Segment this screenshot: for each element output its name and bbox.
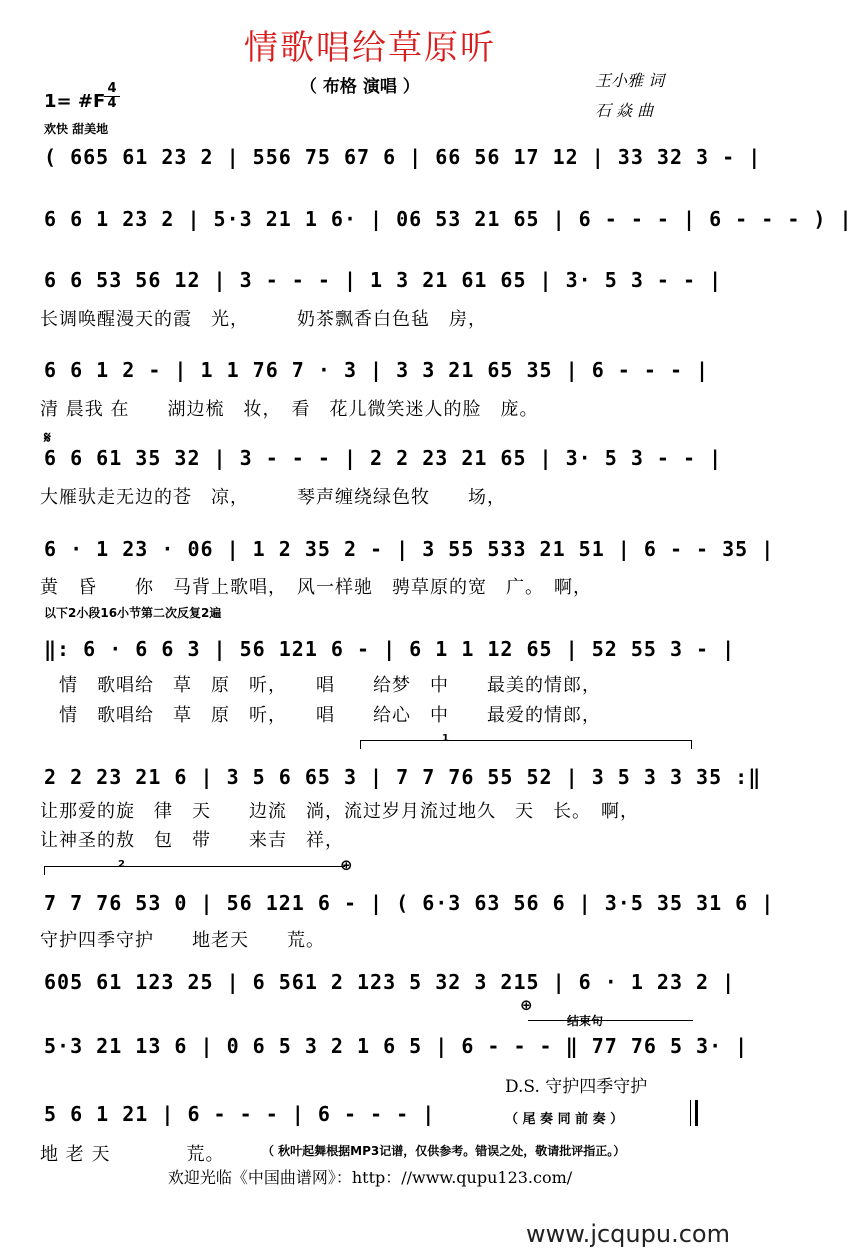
score-line-1: ( 665 61 23 2 | 556 75 67 6 | 66 56 17 12 | 33 32 3 - | — [44, 145, 762, 169]
composer-credit: 石 焱 曲 — [595, 101, 654, 120]
time-signature — [104, 82, 120, 111]
lyric-line-9: 守护四季守护 地老天 荒。 — [40, 930, 325, 951]
score-line-11: 5·3 21 13 6 | 0 6 5 3 2 1 6 5 | 6 - - - ‖ 77 76 5 3· | — [44, 1034, 749, 1058]
volta-number-2: 2 — [118, 859, 125, 870]
ending-bracket — [528, 1020, 693, 1029]
repeat-note: 以下2小段16小节第二次反复2遍 — [44, 606, 222, 620]
site-welcome: 欢迎光临《中国曲谱网》：http：//www.qupu123.com/ — [167, 1168, 573, 1187]
score-line-4: 6 6 1 2 - | 1 1 76 7 · 3 | 3 3 21 65 35 | 6 - - - | — [44, 358, 710, 382]
lyric-line-7b: 情 歌唱给 草 原 听， 唱 给心 中 最爱的情郎， — [40, 705, 601, 726]
score-line-8: 2 2 23 21 6 | 3 5 6 65 3 | 7 7 76 55 52 | 3 5 3 3 35 :‖ — [44, 765, 762, 789]
lyric-line-3: 长调唤醒漫天的霞 光， 奶茶飘香白色毡 房， — [40, 309, 487, 330]
song-title: 情歌唱给草原听 — [244, 28, 496, 68]
watermark: www.jcqupu.com — [526, 1220, 730, 1248]
ending-label: 结束句 — [567, 1014, 604, 1028]
transcriber-remark: （ 秋叶起舞根据MP3记谱，仅供参考。错误之处，敬请批评指正。） — [262, 1144, 626, 1158]
lyric-line-4: 清 晨我 在 湖边梳 妆， 看 花儿微笑迷人的脸 庞。 — [40, 399, 539, 420]
lyric-line-8a: 让那爱的旋 律 天 边流 淌，流过岁月流过地久 天 长。 啊， — [40, 801, 639, 822]
score-line-10: 605 61 123 25 | 6 561 2 123 5 32 3 215 | 6 · 1 23 2 | — [44, 970, 736, 994]
score-line-2: 6 6 1 23 2 | 5·3 21 1 6· | 06 53 21 65 | 6 - - - | 6 - - - ) | — [44, 207, 853, 231]
key-signature: 1= #F — [44, 91, 106, 112]
lyric-line-12: 地 老 天 荒。 — [40, 1144, 225, 1165]
lyric-line-5: 大雁驮走无边的苍 凉， 琴声缠绕绿色牧 场， — [40, 487, 506, 508]
score-line-6: 6 · 1 23 · 06 | 1 2 35 2 - | 3 55 533 21 51 | 6 - - 35 | — [44, 537, 775, 561]
coda-sign: ⊕ — [340, 856, 353, 874]
score-line-7: ‖: 6 · 6 6 3 | 56 121 6 - | 6 1 1 12 65 | 52 55 3 - | — [44, 637, 736, 661]
coda-sign-2: ⊕ — [520, 996, 533, 1014]
meter-top: 4 — [107, 81, 117, 96]
segno-sign: 𝄋 — [44, 428, 51, 447]
score-line-5: 6 6 61 35 32 | 3 - - - | 2 2 23 21 65 | 3· 5 3 - - | — [44, 446, 723, 470]
final-barline — [690, 1100, 698, 1126]
volta-number-1: 1 — [442, 733, 449, 744]
score-line-3: 6 6 53 56 12 | 3 - - - | 1 3 21 61 65 | 3· 5 3 - - | — [44, 268, 723, 292]
tempo-marking: 欢快 甜美地 — [44, 122, 109, 136]
ds-lyric: D.S. 守护四季守护 — [505, 1077, 648, 1097]
lyric-line-6: 黄 昏 你 马背上歌唱， 风一样驰 骋草原的宽 广。 啊， — [40, 577, 592, 598]
volta-bracket-2 — [44, 866, 345, 875]
lyricist-credit: 王小雅 词 — [595, 71, 665, 90]
score-line-12: 5 6 1 21 | 6 - - - | 6 - - - | — [44, 1102, 436, 1126]
lyric-line-8b: 让神圣的敖 包 带 来吉 祥， — [40, 830, 344, 851]
meter-bottom: 4 — [104, 96, 120, 111]
score-line-9: 7 7 76 53 0 | 56 121 6 - | ( 6·3 63 56 6 | 3·5 35 31 6 | — [44, 891, 775, 915]
outro-note: （ 尾 奏 同 前 奏 ） — [505, 1112, 624, 1127]
singer-credit: （ 布格 演唱 ） — [300, 77, 420, 97]
volta-bracket-1 — [360, 740, 692, 749]
lyric-line-7a: 情 歌唱给 草 原 听， 唱 给梦 中 最美的情郎， — [40, 675, 601, 696]
